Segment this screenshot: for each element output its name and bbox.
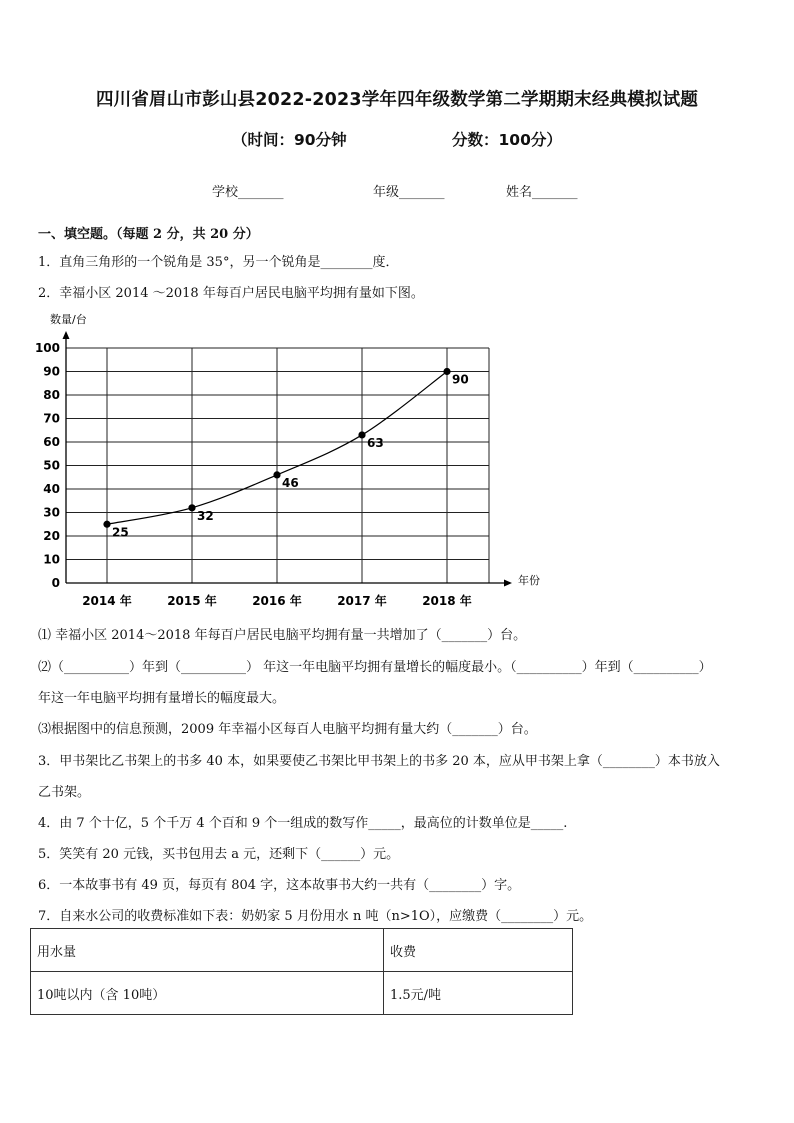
x-tick-label: 2016 年 <box>252 594 302 608</box>
x-tick-label: 2014 年 <box>82 594 132 608</box>
table-cell: 1.5元/吨 <box>384 972 573 1015</box>
y-tick-label: 70 <box>43 411 60 426</box>
table-header-cell: 收费 <box>384 929 573 972</box>
y-tick-label: 40 <box>43 482 60 496</box>
question-7: 7．自来水公司的收费标准如下表：奶奶家 5 月份用水 n 吨（n>1O），应缴费（________）元。 <box>38 909 593 924</box>
question-3-cont: 乙书架。 <box>38 785 91 800</box>
question-2-2: ⑵（__________）年到（__________） 年这一年电脑平均拥有量增长的幅度最小。（__________）年到（__________） <box>38 660 712 675</box>
data-label: 90 <box>452 372 469 387</box>
table-header-row <box>31 929 573 972</box>
y-axis-arrow <box>63 331 70 339</box>
x-axis-label: 年份 <box>518 574 540 587</box>
x-axis-arrow <box>504 580 512 587</box>
question-4: 4．由 7 个十亿，5 个千万 4 个百和 9 个一组成的数写作_____，最高位的计数单位是_____. <box>38 816 568 831</box>
data-label: 46 <box>282 475 299 490</box>
data-point <box>443 368 450 375</box>
question-2-2-cont: 年这一年电脑平均拥有量增长的幅度最大。 <box>38 691 286 706</box>
y-tick-labels <box>35 341 60 590</box>
question-2-1: ⑴ 幸福小区 2014～2018 年每百户居民电脑平均拥有量一共增加了（_______）台。 <box>38 628 527 643</box>
table-header-cell: 用水量 <box>31 929 384 972</box>
fee-table <box>30 928 573 1015</box>
x-tick-label: 2018 年 <box>422 594 472 608</box>
grade-field: 年级_______ <box>373 185 445 200</box>
y-tick-label: 0 <box>51 576 60 590</box>
data-point <box>273 471 280 478</box>
y-tick-label: 50 <box>43 458 60 473</box>
data-label: 32 <box>197 508 214 523</box>
line-chart <box>30 305 590 615</box>
page-title: 四川省眉山市彭山县2022-2023学年四年级数学第二学期期末经典模拟试题 <box>95 90 699 110</box>
x-tick-labels <box>82 593 472 608</box>
exam-time: （时间：90分钟 <box>232 131 347 149</box>
question-1: 1．直角三角形的一个锐角是 35°，另一个锐角是________度． <box>38 255 399 270</box>
y-axis-label: 数量/台 <box>50 313 87 326</box>
chart-grid <box>66 348 489 583</box>
y-tick-label: 90 <box>43 364 60 379</box>
data-point <box>103 521 110 528</box>
name-field: 姓名_______ <box>506 185 578 200</box>
question-6: 6．一本故事书有 49 页，每页有 804 字，这本故事书大约一共有（________）字。 <box>38 878 521 893</box>
x-tick-label: 2017 年 <box>337 594 387 608</box>
section-title: 一、填空题。（每题 2 分，共 20 分） <box>38 227 259 242</box>
table-row <box>31 972 573 1015</box>
question-2: 2．幸福小区 2014 ～2018 年每百户居民电脑平均拥有量如下图。 <box>38 286 424 301</box>
y-tick-label: 30 <box>43 505 60 520</box>
y-tick-label: 10 <box>43 552 60 567</box>
data-point <box>188 504 195 511</box>
y-tick-label: 60 <box>43 435 60 449</box>
y-tick-label: 100 <box>34 341 60 355</box>
data-label: 63 <box>367 435 384 450</box>
y-tick-label: 80 <box>43 388 60 402</box>
question-5: 5．笑笑有 20 元钱，买书包用去 a 元，还剩下（______）元。 <box>38 847 400 862</box>
question-3: 3．甲书架比乙书架上的书多 40 本，如果要使乙书架比甲书架上的书多 20 本，应从甲书架上拿（________）本书放入 <box>38 754 720 769</box>
question-2-3: ⑶根据图中的信息预测，2009 年幸福小区每百人电脑平均拥有量大约（_______）台。 <box>38 722 537 737</box>
table-cell: 10吨以内（含 10吨） <box>31 972 384 1015</box>
x-tick-label: 2015 年 <box>167 594 217 608</box>
data-label: 25 <box>112 525 129 540</box>
y-tick-label: 20 <box>43 529 60 543</box>
school-field: 学校_______ <box>212 185 284 200</box>
data-point <box>358 431 365 438</box>
exam-score: 分数：100分） <box>452 131 562 149</box>
